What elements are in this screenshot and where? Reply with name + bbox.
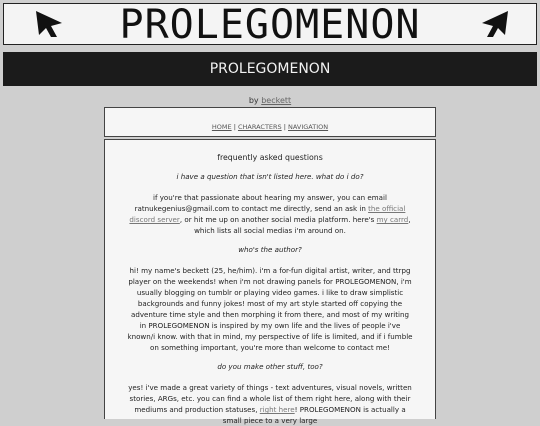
banner-title: PROLEGOMENON	[119, 2, 421, 48]
byline-prefix: by	[248, 96, 262, 105]
nav-separator: |	[281, 123, 288, 131]
carrd-link[interactable]: my carrd	[376, 215, 409, 224]
arrow-cursor-icon	[480, 9, 510, 39]
answer-text: , or hit me up on another social media platform. here's	[179, 215, 377, 224]
faq-content	[104, 139, 436, 425]
nav-home-link[interactable]: HOME	[211, 123, 232, 131]
nav-separator: |	[231, 123, 238, 131]
faq-question: who's the author?	[238, 245, 302, 254]
byline	[0, 96, 540, 105]
faq-answer	[127, 382, 413, 426]
site-title-bar: PROLEGOMENON	[3, 52, 537, 86]
answer-text: ! PROLEGOMENON is actually a small piece to a very large	[222, 405, 406, 425]
faq-heading: frequently asked questions	[217, 153, 323, 162]
discord-server-link[interactable]: the official discord server	[129, 204, 406, 224]
faq-answer	[127, 192, 413, 236]
faq-question: i have a question that isn't listed here. what do i do?	[176, 172, 364, 181]
answer-text: if you're that passionate about hearing my answer, you can email ratnukegenius@gmail.com to contact me directly, send an ask in	[134, 193, 387, 213]
header-banner	[3, 2, 537, 48]
nav-bar	[104, 107, 436, 137]
faq-question: do you make other stuff, too?	[217, 362, 323, 371]
nav-characters-link[interactable]: CHARACTERS	[237, 123, 282, 131]
nav-navigation-link[interactable]: NAVIGATION	[288, 123, 329, 131]
works-list-link[interactable]: right here	[259, 405, 295, 414]
answer-text: , which lists all social medias i'm around on.	[194, 215, 411, 235]
answer-text: yes! i've made a great variety of things - text adventures, visual novels, written stories, ARGs, etc. you can find a whole list of them right here, along with their mediums and production statuses,	[128, 383, 412, 414]
faq-answer: hi! my name's beckett (25, he/him). i'm a for-fun digital artist, writer, and ttrpg player on the weekends! when i'm not drawing panels for PROLEGOMENON, i'm usually blogging on tumblr or playing video games. i like to draw simplistic backgrounds and funny jokes! most of my art style started off copying the adventure time style and then morphing it from there, and most of my writing in PROLEGOMENON is inspired by my own life and the lives of people i've known/i know. with that in mind, my perspective of life is limited, and if i fumble on something important, you're more than welcome to contact me!	[127, 266, 413, 352]
author-link[interactable]: beckett	[261, 96, 292, 105]
